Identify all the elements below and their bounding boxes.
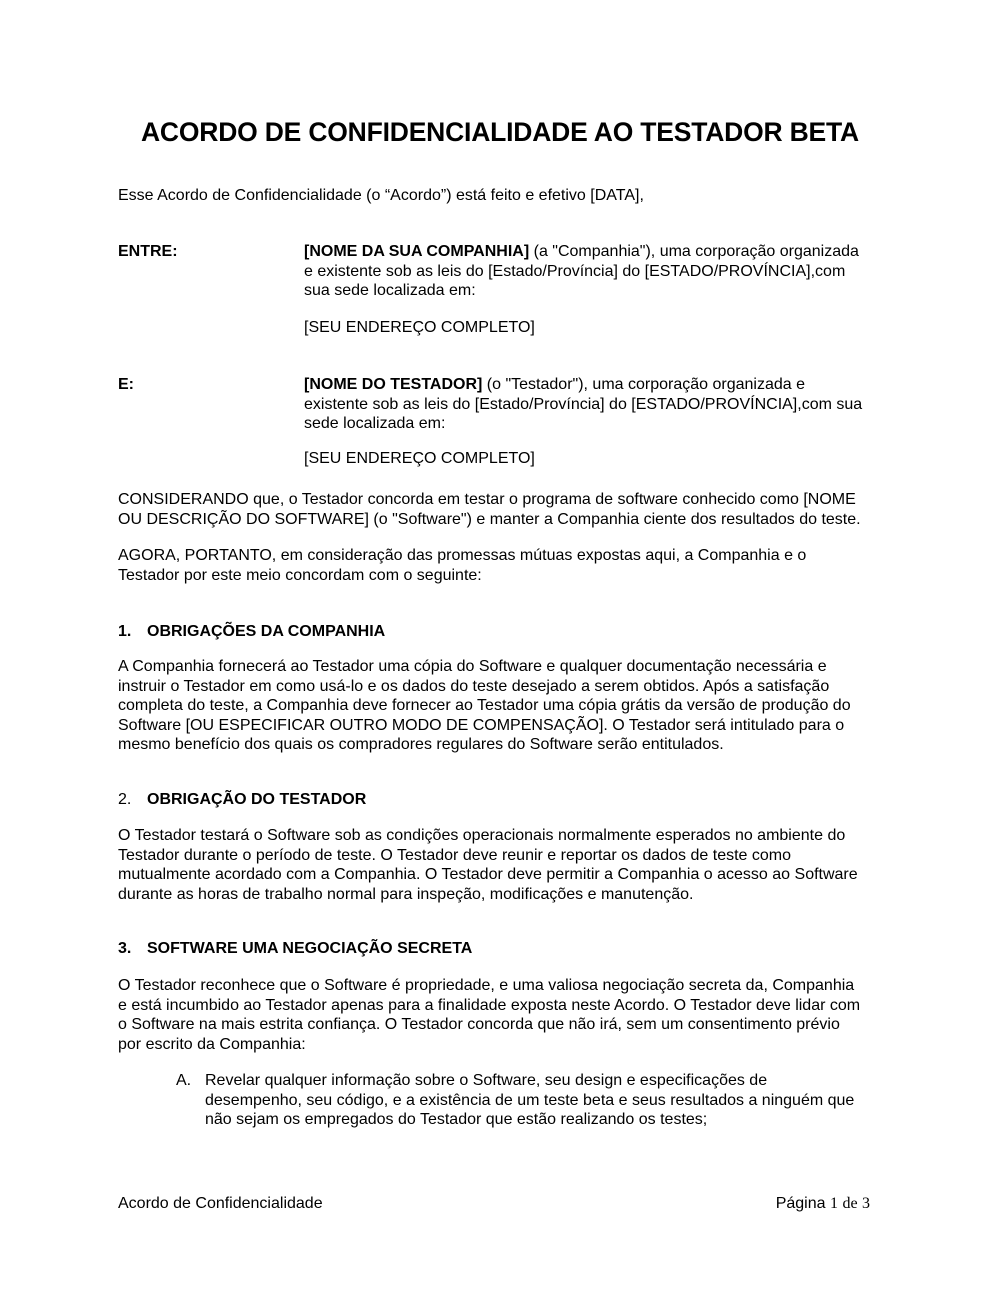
section-2-title: OBRIGAÇÃO DO TESTADOR [147, 791, 367, 808]
party2-label: E: [118, 376, 134, 393]
party1-line3: sua sede localizada em: [304, 282, 476, 299]
party1-line1: [NOME DA SUA COMPANHIA] (a "Companhia"), uma corporação organizada [304, 243, 859, 260]
party1-address: [SEU ENDEREÇO COMPLETO] [304, 319, 535, 336]
party2-line1: [NOME DO TESTADOR] (o "Testador"), uma corporação organizada e [304, 376, 805, 393]
whereas-paragraph: CONSIDERANDO que, o Testador concorda em testar o programa de software conhecido como [NOME OU DESCRIÇÃO DO SOFTWARE] (o "Software") e manter a Companhia ciente dos resultados do teste. [118, 491, 861, 528]
section-1-number: 1. [118, 623, 132, 640]
list-item-a-marker: A. [176, 1072, 192, 1089]
list-item-a-text: Revelar qualquer informação sobre o Software, seu design e especificações de desempenho, seu código, e a existência de um teste beta e seus resultados a ninguém que não sejam os empregados do Testador que estão realizando os testes; [205, 1072, 855, 1128]
section-1-heading [118, 622, 385, 642]
section-2-body: O Testador testará o Software sob as condições operacionais normalmente esperados no ambiente do Testador durante o período de teste. O Testador deve reunir e reportar os dados de teste como mutualmente acordado com a Companhia. O Testador deve permitir a Companhia o acesso ao Software durante as horas de trabalho normal para inspeção, modificações e manutenção. [118, 827, 858, 903]
party1-line2: e existente sob as leis do [Estado/Província] do [ESTADO/PROVÍNCIA],com [304, 262, 846, 280]
section-3-title: SOFTWARE UMA NEGOCIAÇÃO SECRETA [147, 940, 473, 957]
party1-description [304, 242, 878, 301]
party2-name: [NOME DO TESTADOR] [304, 376, 483, 393]
party2-address: [SEU ENDEREÇO COMPLETO] [304, 450, 535, 467]
section-1-body: A Companhia fornecerá ao Testador uma cópia do Software e qualquer documentação necessária e instruir o Testador em como usá-lo e os dados do teste desejado a serem obtidos. Após a satisfação completa do teste, a Companhia deve fornecer ao Testador uma cópia grátis da versão de produção do Software [OU ESPECIFICAR OUTRO MODO DE COMPENSAÇÃO]. O Testador será intitulado para o mesmo benefício dos quais os compradores regulares do Software serão entitulados. [118, 658, 851, 753]
party2-description [304, 375, 878, 434]
section-3-body: O Testador reconhece que o Software é propriedade, e uma valiosa negociação secreta da, Companhia e está incumbido ao Testador apenas para a finalidade exposta neste Acordo. O Testador deve lidar com o Software na mais estrita confiança. O Testador concorda que não irá, sem um consentimento prévio por escrito da Companhia: [118, 977, 861, 1053]
section-2-number: 2. [118, 791, 132, 808]
section-2-heading [118, 790, 366, 810]
footer-page-number: Página 1 de 3 [775, 1195, 870, 1212]
document-title: ACORDO DE CONFIDENCIALIDADE AO TESTADOR BETA [141, 117, 859, 147]
party1-label: ENTRE: [118, 243, 178, 260]
party2-line3: sede localizada em: [304, 415, 446, 432]
section-1-title: OBRIGAÇÕES DA COMPANHIA [147, 623, 386, 640]
section-3-number: 3. [118, 940, 132, 957]
footer-document-name: Acordo de Confidencialidade [118, 1195, 323, 1212]
party1-name: [NOME DA SUA COMPANHIA] [304, 243, 530, 260]
intro-paragraph: Esse Acordo de Confidencialidade (o “Acordo”) está feito e efetivo [DATA], [118, 187, 644, 204]
now-therefore-paragraph: AGORA, PORTANTO, em consideração das promessas mútuas expostas aqui, a Companhia e o Testador por este meio concordam com o seguinte: [118, 547, 807, 584]
section-3-heading [118, 939, 472, 959]
party2-line2: existente sob as leis do [Estado/Província] do [ESTADO/PROVÍNCIA],com sua [304, 395, 863, 413]
